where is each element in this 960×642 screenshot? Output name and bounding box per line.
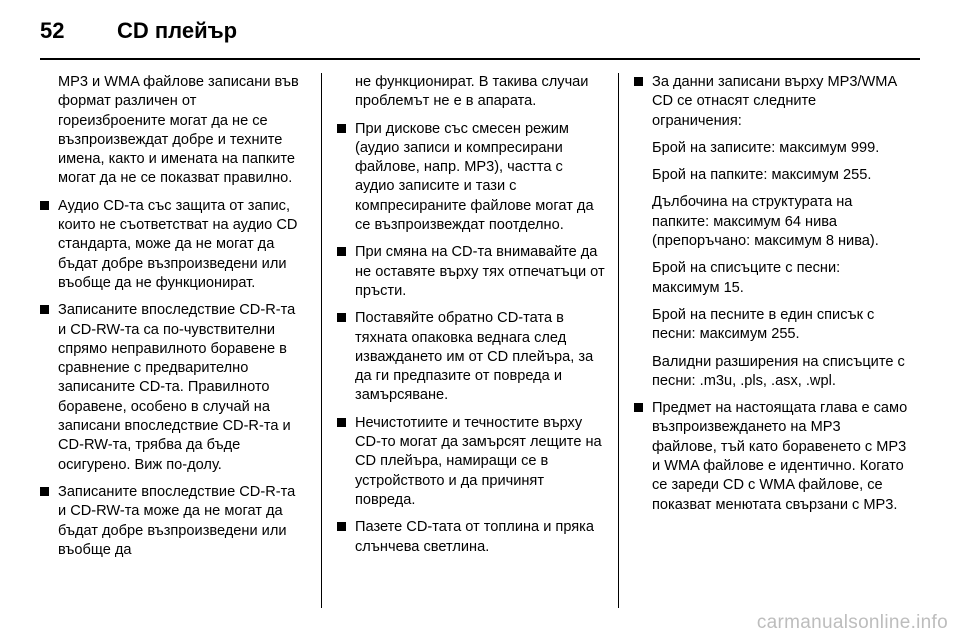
bullet-square-icon [337,522,346,531]
list-item [337,414,605,510]
limit-line: Брой на песните в един списък с песни: максимум 255. [652,306,875,343]
bullet-square-icon [337,247,346,256]
text-column-1 [40,73,303,568]
continued-paragraph: MP3 и WMA файлове записани във формат различен от гореизброените могат да не се възпроизвеждат добре и техните имена, както и имената на папките могат да не се показват правилно. [58,74,299,187]
limit-line: Брой на списъците с песни: максимум 15. [652,260,841,296]
limit-line: Дълбочина на структурата на папките: максимум 64 нива (препоръчано: максимум 8 нива). [652,194,879,250]
list-item [337,309,605,405]
list-item [40,197,303,293]
list-item-text: При смяна на CD-та внимавайте да не оставяте върху тях отпечатъци от пръсти. [355,244,605,299]
list-item-text: Поставяйте обратно CD-тата в тяхната опаковка веднага след изваждането им от CD плейъра, за да ги предпазите от повреда и замърсяване. [355,310,594,404]
list-item-text: Записаните впоследствие CD-R-та и CD-RW-та може да не могат да бъдат добре възпроизведени или въобще да [58,483,296,558]
bullet-square-icon [634,403,643,412]
bullet-square-icon [634,77,643,86]
list-item [337,243,605,301]
column-divider-1 [321,73,322,608]
text-column-2 [337,73,605,565]
bullet-square-icon [337,124,346,133]
list-item-text: За данни записани върху MP3/WMA CD се отнасят следните ограничения: [652,74,897,129]
list-item [40,301,303,475]
header-divider [40,58,920,60]
page-header [0,0,960,58]
bullet-square-icon [40,487,49,496]
bullet-square-icon [337,418,346,427]
list-item-text: При дискове със смесен режим (аудио записи и компресирани файлове, напр. MP3), частта с аудио записите и тази с компресираните файлове могат да се възпроизвеждат поотделно. [355,120,594,234]
list-item [634,73,908,131]
limit-line: Брой на записите: максимум 999. [652,139,880,156]
continued-paragraph: не функционират. В такива случаи проблемът не е в апарата. [355,74,589,110]
page-number: 52 [40,18,65,43]
column-divider-2 [618,73,619,608]
bullet-square-icon [40,201,49,210]
list-item [634,399,908,515]
list-item [40,483,303,560]
bullet-square-icon [337,313,346,322]
limit-line: Брой на папките: максимум 255. [652,167,872,184]
text-column-3 [634,73,908,523]
watermark: carmanualsonline.info [756,612,948,633]
list-item-text: Пазете CD-тата от топлина и пряка слънчева светлина. [355,519,594,555]
list-item [337,120,605,236]
list-item [337,518,605,557]
list-item-text: Записаните впоследствие CD-R-та и CD-RW-та са по-чувствителни спрямо неправилното боравене в сравнение с предварително записаните CD-та. Правилното боравене, особено в случай на записани впоследствие CD-R-та и CD-RW-та, трябва да бъде осигурено. Виж по-долу. [58,302,296,473]
list-item-text: Аудио CD-та със защита от запис, които не съответстват на аудио CD стандарта, може да не могат да бъдат добре възпроизведени или въобще да не функционират. [58,197,298,291]
limit-line: Валидни разширения на списъците с песни: .m3u, .pls, .asx, .wpl. [652,353,905,389]
list-item-text: Предмет на настоящата глава е само възпроизвеждането на MP3 файлове, тъй като боравенето с MP3 и WMA файлове е идентично. Когато се зареди CD с WMA файлове, се показват менютата свързани с MP3. [652,400,908,513]
bullet-square-icon [40,305,49,314]
chapter-title: CD плейър [117,18,238,43]
list-item-text: Нечистотиите и течностите върху CD-то могат да замърсят лещите на CD плейъра, намиращи се в устройството и да причинят повреда. [355,414,602,508]
